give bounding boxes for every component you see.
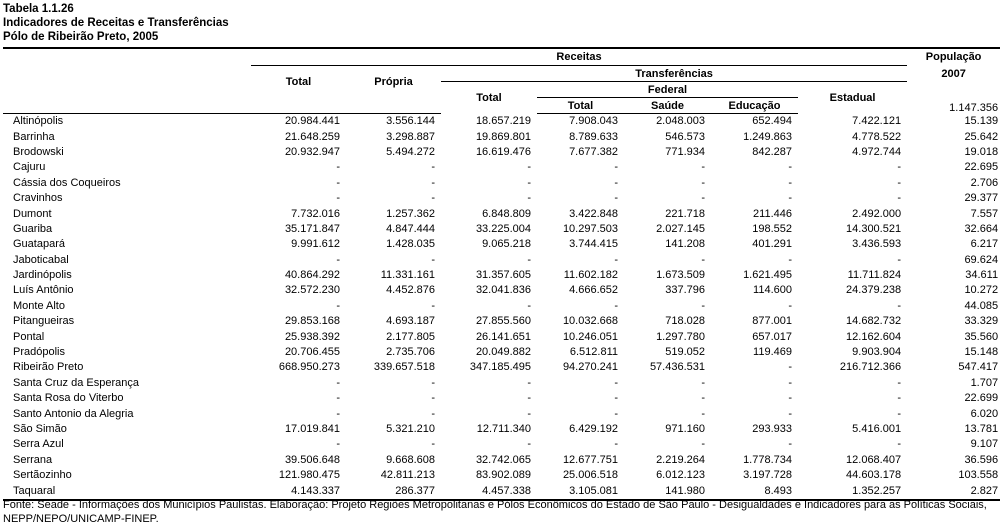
table-row bbox=[3, 406, 1000, 421]
saude-cell: - bbox=[701, 407, 705, 420]
saude-cell: 1.673.509 bbox=[656, 269, 705, 282]
table-row bbox=[3, 391, 1000, 406]
municipality-cell: Sertãozinho bbox=[13, 469, 72, 482]
header-transferencias: Transferências bbox=[441, 66, 907, 82]
saude-cell: - bbox=[701, 438, 705, 451]
propria-cell: 11.331.161 bbox=[380, 269, 435, 282]
estadual-cell: - bbox=[897, 376, 902, 389]
data-table bbox=[3, 47, 1000, 501]
municipality-cell: Pradópolis bbox=[13, 346, 65, 359]
table-title-block bbox=[3, 2, 229, 44]
estadual-cell: 1.352.257 bbox=[798, 483, 907, 499]
municipality-cell: Santa Rosa do Viterbo bbox=[13, 392, 124, 405]
saude-cell: 141.980 bbox=[624, 483, 711, 499]
table-header bbox=[3, 48, 1000, 114]
educacao-cell: 652.494 bbox=[752, 115, 792, 128]
propria-cell: 2.177.805 bbox=[386, 330, 435, 343]
total-cell: - bbox=[336, 407, 340, 420]
estadual-cell: 14.300.521 bbox=[846, 222, 902, 235]
transferencias-total-cell: 18.657.219 bbox=[475, 114, 531, 127]
estadual-cell: 12.162.604 bbox=[846, 330, 902, 343]
federal-total-cell: 8.789.633 bbox=[569, 130, 618, 143]
propria-cell: 3.556.144 bbox=[386, 115, 435, 128]
header-educacao: Educação bbox=[711, 98, 798, 114]
transferencias-total-cell: 32.041.836 bbox=[475, 284, 531, 297]
table-row bbox=[3, 191, 1000, 206]
educacao-cell: 877.001 bbox=[752, 315, 792, 328]
federal-total-cell: - bbox=[614, 376, 618, 389]
municipality-cell: Pitangueiras bbox=[13, 315, 75, 328]
transferencias-total-cell: 83.902.089 bbox=[475, 469, 531, 482]
saude-cell: 221.718 bbox=[665, 207, 705, 220]
total-cell: 35.171.847 bbox=[284, 222, 340, 235]
table-row bbox=[3, 345, 1000, 360]
educacao-cell: - bbox=[788, 392, 792, 405]
transferencias-total-cell: 26.141.651 bbox=[475, 330, 531, 343]
propria-cell: - bbox=[431, 161, 435, 174]
populacao-cell: 103.558 bbox=[958, 469, 999, 482]
total-cell: 25.938.392 bbox=[284, 330, 340, 343]
table-row bbox=[3, 360, 1000, 375]
educacao-cell: 1.621.495 bbox=[743, 269, 792, 282]
transferencias-total-cell: 33.225.004 bbox=[475, 222, 531, 235]
saude-cell: - bbox=[701, 299, 705, 312]
total-cell: 20.984.441 bbox=[284, 115, 340, 128]
table-row bbox=[3, 114, 1000, 130]
total-cell: - bbox=[336, 392, 340, 405]
transferencias-total-cell: - bbox=[527, 299, 531, 312]
total-cell: - bbox=[336, 192, 340, 205]
municipality-cell: Barrinha bbox=[13, 130, 55, 143]
table-row bbox=[3, 299, 1000, 314]
educacao-cell: - bbox=[788, 361, 792, 374]
estadual-cell: 7.422.121 bbox=[852, 114, 902, 127]
propria-cell: 9.668.608 bbox=[386, 453, 435, 466]
propria-cell: 4.693.187 bbox=[386, 315, 435, 328]
total-cell: 7.732.016 bbox=[291, 207, 340, 220]
saude-cell: - bbox=[701, 253, 705, 266]
educacao-cell: 114.600 bbox=[753, 284, 792, 297]
municipality-cell: Guariba bbox=[13, 222, 53, 235]
municipality-cell: Santo Antonio da Alegria bbox=[13, 407, 134, 420]
federal-total-cell: - bbox=[614, 438, 618, 451]
educacao-cell: - bbox=[788, 438, 792, 451]
header-transf-total: Total bbox=[476, 91, 502, 104]
transferencias-total-cell: - bbox=[527, 161, 531, 174]
table-number: Tabela 1.1.26 bbox=[3, 3, 74, 15]
transferencias-total-cell: - bbox=[527, 376, 531, 389]
table-row bbox=[3, 468, 1000, 483]
federal-total-cell: 3.744.415 bbox=[569, 238, 618, 251]
total-cell: 668.950.273 bbox=[278, 361, 340, 374]
transferencias-total-cell: 20.049.882 bbox=[475, 346, 531, 359]
saude-cell: - bbox=[701, 192, 705, 205]
municipality-cell: Jaboticabal bbox=[13, 253, 69, 266]
estadual-cell: - bbox=[897, 176, 902, 189]
table-row bbox=[3, 237, 1000, 252]
federal-total-cell: 12.677.751 bbox=[562, 453, 618, 466]
municipality-cell: Ribeirão Preto bbox=[13, 361, 84, 374]
propria-cell: 1.257.362 bbox=[386, 207, 435, 220]
educacao-cell: 1.249.863 bbox=[743, 130, 792, 143]
estadual-cell: 4.778.522 bbox=[852, 130, 902, 143]
header-ano: 2007 bbox=[941, 67, 966, 80]
educacao-cell: 657.017 bbox=[752, 330, 792, 343]
populacao-cell: 2.827 bbox=[907, 483, 1000, 499]
header-fed-total: Total bbox=[537, 98, 624, 114]
saude-cell: 6.012.123 bbox=[656, 469, 705, 482]
transferencias-total-cell: 31.357.605 bbox=[475, 269, 531, 282]
educacao-cell: 8.493 bbox=[711, 483, 798, 499]
total-cell: 4.143.337 bbox=[251, 483, 346, 499]
municipality-cell: Serra Azul bbox=[13, 438, 64, 451]
table-row bbox=[3, 206, 1000, 221]
transferencias-total-cell: 19.869.801 bbox=[475, 130, 531, 143]
transferencias-total-cell: 27.855.560 bbox=[475, 315, 531, 328]
populacao-cell: 22.699 bbox=[964, 392, 999, 405]
educacao-cell: 401.291 bbox=[752, 238, 792, 251]
transferencias-total-cell: 32.742.065 bbox=[475, 453, 531, 466]
estadual-cell: 14.682.732 bbox=[846, 315, 902, 328]
educacao-cell: - bbox=[788, 407, 792, 420]
federal-total-cell: - bbox=[614, 176, 618, 189]
estadual-cell: 3.436.593 bbox=[852, 238, 902, 251]
estadual-cell: - bbox=[897, 253, 902, 266]
saude-cell: - bbox=[701, 392, 705, 405]
propria-cell: 339.657.518 bbox=[373, 361, 435, 374]
header-saude: Saúde bbox=[624, 98, 711, 114]
municipality-cell: Dumont bbox=[13, 207, 52, 220]
populacao-cell: 15.139 bbox=[964, 114, 999, 127]
estadual-cell: 44.603.178 bbox=[846, 469, 902, 482]
header-total: Total bbox=[285, 75, 312, 88]
total-cell: - bbox=[336, 176, 340, 189]
populacao-cell: 9.107 bbox=[970, 438, 999, 451]
populacao-cell: 6.217 bbox=[970, 238, 999, 251]
estadual-cell: 24.379.238 bbox=[846, 284, 902, 297]
total-cell: - bbox=[336, 161, 340, 174]
educacao-cell: 842.287 bbox=[752, 145, 792, 158]
federal-total-cell: 3.422.848 bbox=[569, 207, 618, 220]
educacao-cell: 211.446 bbox=[753, 207, 792, 220]
educacao-cell: 1.778.734 bbox=[743, 453, 792, 466]
propria-cell: 4.452.876 bbox=[386, 284, 435, 297]
total-cell: 17.019.841 bbox=[284, 423, 340, 435]
saude-cell: 141.208 bbox=[665, 238, 705, 251]
populacao-cell: 15.148 bbox=[964, 346, 999, 359]
estadual-cell: - bbox=[897, 438, 902, 451]
municipality-cell: Monte Alto bbox=[13, 299, 65, 312]
estadual-cell: 5.416.001 bbox=[852, 423, 902, 435]
federal-total-cell: - bbox=[614, 192, 618, 205]
total-cell: - bbox=[336, 299, 340, 312]
propria-cell: 4.847.444 bbox=[386, 222, 435, 235]
saude-cell: - bbox=[701, 161, 705, 174]
table-row bbox=[3, 145, 1000, 160]
propria-cell: 2.735.706 bbox=[386, 346, 435, 359]
transferencias-total-cell: 347.185.495 bbox=[469, 361, 531, 374]
table-row bbox=[3, 253, 1000, 268]
federal-total-cell: 10.032.668 bbox=[562, 315, 618, 328]
saude-cell: 57.436.531 bbox=[649, 361, 705, 374]
header-populacao: População bbox=[907, 48, 1000, 66]
municipality-cell: Altinópolis bbox=[13, 115, 64, 128]
saude-cell: - bbox=[701, 176, 705, 189]
populacao-cell: 7.557 bbox=[970, 207, 999, 220]
table-subtitle: Pólo de Ribeirão Preto, 2005 bbox=[3, 31, 159, 43]
total-cell: - bbox=[336, 253, 340, 266]
table-row bbox=[3, 283, 1000, 298]
estadual-cell: 216.712.366 bbox=[839, 361, 902, 374]
estadual-cell: 2.492.000 bbox=[852, 207, 902, 220]
educacao-cell: - bbox=[788, 299, 792, 312]
populacao-cell: 35.560 bbox=[964, 330, 999, 343]
propria-cell: 3.298.887 bbox=[386, 130, 435, 143]
saude-cell: 2.219.264 bbox=[656, 453, 705, 466]
propria-cell: - bbox=[431, 407, 435, 420]
propria-cell: 286.377 bbox=[346, 483, 441, 499]
propria-cell: 1.428.035 bbox=[386, 238, 435, 251]
saude-cell: 2.027.145 bbox=[656, 222, 705, 235]
populacao-cell: 6.020 bbox=[970, 407, 999, 420]
transferencias-total-cell: - bbox=[527, 438, 531, 451]
municipality-cell: Taquaral bbox=[3, 483, 251, 499]
populacao-cell: 33.329 bbox=[964, 315, 999, 328]
table-row bbox=[3, 376, 1000, 391]
estadual-cell: 12.068.407 bbox=[846, 453, 902, 466]
table-row bbox=[3, 160, 1000, 175]
municipality-cell: Serrana bbox=[13, 453, 53, 466]
total-cell: 29.853.168 bbox=[284, 315, 340, 328]
source-note: Fonte: Seade - Informações dos Municípios Paulistas. Elaboração: Projeto Regiões Metropolitanas e Pólos Econômicos do Estado de São Paulo - Desigualdades e Indicadores para as Políticas Sociais, NEPP/NEPO/UNICAMP-FINEP. bbox=[3, 499, 987, 525]
municipality-cell: São Simão bbox=[13, 423, 67, 435]
populacao-cell: 36.596 bbox=[964, 453, 999, 466]
transferencias-total-cell: 12.711.340 bbox=[476, 423, 531, 435]
transferencias-total-cell: 4.457.338 bbox=[441, 483, 537, 499]
propria-cell: - bbox=[431, 176, 435, 189]
transferencias-total-cell: 16.619.476 bbox=[475, 145, 531, 158]
educacao-cell: - bbox=[788, 161, 792, 174]
populacao-cell: 22.695 bbox=[964, 161, 999, 174]
header-receitas: Receitas bbox=[251, 48, 907, 66]
federal-total-cell: 10.297.503 bbox=[562, 222, 618, 235]
municipality-cell: Santa Cruz da Esperança bbox=[13, 376, 139, 389]
total-cell: 32.572.230 bbox=[284, 284, 340, 297]
table-row bbox=[3, 329, 1000, 344]
saude-cell: 546.573 bbox=[665, 130, 705, 143]
table-row bbox=[3, 453, 1000, 468]
total-cell: 9.991.612 bbox=[291, 238, 340, 251]
federal-total-cell: 7.908.043 bbox=[569, 115, 618, 128]
propria-cell: - bbox=[431, 376, 435, 389]
estadual-cell: 11.711.824 bbox=[847, 269, 902, 282]
saude-cell: 1.297.780 bbox=[656, 330, 705, 343]
propria-cell: 5.494.272 bbox=[386, 145, 435, 158]
table-row bbox=[3, 268, 1000, 283]
saude-cell: 771.934 bbox=[665, 145, 705, 158]
header-federal: Federal bbox=[537, 82, 798, 98]
educacao-cell: 198.552 bbox=[752, 222, 792, 235]
estadual-cell: 4.972.744 bbox=[852, 145, 902, 158]
federal-total-cell: 6.512.811 bbox=[569, 346, 618, 359]
educacao-cell: 119.469 bbox=[753, 346, 792, 359]
federal-total-cell: 4.666.652 bbox=[569, 284, 618, 297]
table-row bbox=[3, 222, 1000, 237]
federal-total-cell: 25.006.518 bbox=[562, 469, 618, 482]
transferencias-total-cell: - bbox=[527, 253, 531, 266]
estadual-cell: - bbox=[897, 161, 902, 174]
propria-cell: - bbox=[431, 392, 435, 405]
transferencias-total-cell: 9.065.218 bbox=[482, 238, 531, 251]
estadual-cell: - bbox=[897, 192, 902, 205]
educacao-cell: - bbox=[788, 192, 792, 205]
total-cell: 21.648.259 bbox=[284, 130, 340, 143]
populacao-cell: 1.707 bbox=[970, 376, 999, 389]
propria-cell: 5.321.210 bbox=[386, 423, 435, 435]
transferencias-total-cell: - bbox=[527, 192, 531, 205]
populacao-cell: 19.018 bbox=[964, 145, 999, 158]
municipality-cell: Luís Antônio bbox=[13, 284, 74, 297]
federal-total-cell: 94.270.241 bbox=[562, 361, 618, 374]
total-cell: 40.864.292 bbox=[284, 269, 340, 282]
federal-total-cell: 7.677.382 bbox=[569, 145, 618, 158]
saude-cell: 337.796 bbox=[665, 284, 705, 297]
saude-cell: 718.028 bbox=[665, 315, 705, 328]
municipality-cell: Cajuru bbox=[13, 161, 46, 174]
header-propria: Própria bbox=[374, 75, 413, 88]
estadual-cell: 9.903.904 bbox=[852, 346, 902, 359]
educacao-cell: - bbox=[788, 376, 792, 389]
total-cell: - bbox=[336, 438, 340, 451]
municipality-cell: Cravinhos bbox=[13, 192, 63, 205]
total-cell: 121.980.475 bbox=[278, 469, 340, 482]
federal-total-cell: - bbox=[614, 161, 618, 174]
populacao-cell: 10.272 bbox=[964, 284, 999, 297]
populacao-cell: 32.664 bbox=[964, 222, 999, 235]
propria-cell: - bbox=[431, 253, 435, 266]
transferencias-total-cell: 6.848.809 bbox=[482, 207, 531, 220]
municipality-cell: Cássia dos Coqueiros bbox=[13, 176, 121, 189]
populacao-cell: 547.417 bbox=[958, 361, 999, 374]
federal-total-cell: - bbox=[614, 392, 618, 405]
table-row bbox=[3, 176, 1000, 191]
estadual-cell: - bbox=[897, 299, 902, 312]
population-total: 1.147.356 bbox=[949, 101, 999, 114]
transferencias-total-cell: - bbox=[527, 392, 531, 405]
propria-cell: 42.811.213 bbox=[380, 469, 435, 482]
total-cell: - bbox=[336, 376, 340, 389]
educacao-cell: 3.197.728 bbox=[743, 469, 792, 482]
propria-cell: - bbox=[431, 192, 435, 205]
estadual-cell: - bbox=[897, 407, 902, 420]
federal-total-cell: 10.246.051 bbox=[562, 330, 618, 343]
federal-total-cell: 6.429.192 bbox=[569, 423, 618, 435]
municipality-cell: Brodowski bbox=[13, 145, 64, 158]
total-cell: 39.506.648 bbox=[284, 453, 340, 466]
header-estadual: Estadual bbox=[829, 91, 876, 104]
transferencias-total-cell: - bbox=[527, 176, 531, 189]
table-title: Indicadores de Receitas e Transferências bbox=[3, 17, 229, 29]
populacao-cell: 34.611 bbox=[965, 269, 999, 282]
table-body bbox=[3, 114, 1000, 500]
populacao-cell: 13.781 bbox=[964, 423, 999, 435]
table-row bbox=[3, 129, 1000, 144]
federal-total-cell: - bbox=[614, 253, 618, 266]
populacao-cell: 44.085 bbox=[964, 299, 999, 312]
total-cell: 20.932.947 bbox=[284, 145, 340, 158]
educacao-cell: - bbox=[788, 253, 792, 266]
municipality-cell: Guatapará bbox=[13, 238, 65, 251]
saude-cell: 519.052 bbox=[665, 346, 705, 359]
federal-total-cell: 3.105.081 bbox=[537, 483, 624, 499]
estadual-cell: - bbox=[897, 392, 902, 405]
table-row bbox=[3, 422, 1000, 437]
municipality-cell: Jardinópolis bbox=[13, 269, 72, 282]
propria-cell: - bbox=[431, 438, 435, 451]
educacao-cell: 293.933 bbox=[752, 423, 792, 435]
municipality-cell: Pontal bbox=[13, 330, 45, 343]
saude-cell: 971.160 bbox=[665, 423, 705, 435]
table-row bbox=[3, 437, 1000, 452]
populacao-cell: 2.706 bbox=[970, 176, 999, 189]
populacao-cell: 29.377 bbox=[964, 192, 999, 205]
federal-total-cell: - bbox=[614, 407, 618, 420]
saude-cell: - bbox=[701, 376, 705, 389]
educacao-cell: - bbox=[788, 176, 792, 189]
transferencias-total-cell: - bbox=[527, 407, 531, 420]
propria-cell: - bbox=[431, 299, 435, 312]
federal-total-cell: - bbox=[614, 299, 618, 312]
federal-total-cell: 11.602.182 bbox=[563, 269, 618, 282]
saude-cell: 2.048.003 bbox=[656, 115, 705, 128]
total-cell: 20.706.455 bbox=[284, 346, 340, 359]
table-row bbox=[3, 314, 1000, 329]
populacao-cell: 25.642 bbox=[964, 130, 999, 143]
populacao-cell: 69.624 bbox=[964, 253, 999, 266]
